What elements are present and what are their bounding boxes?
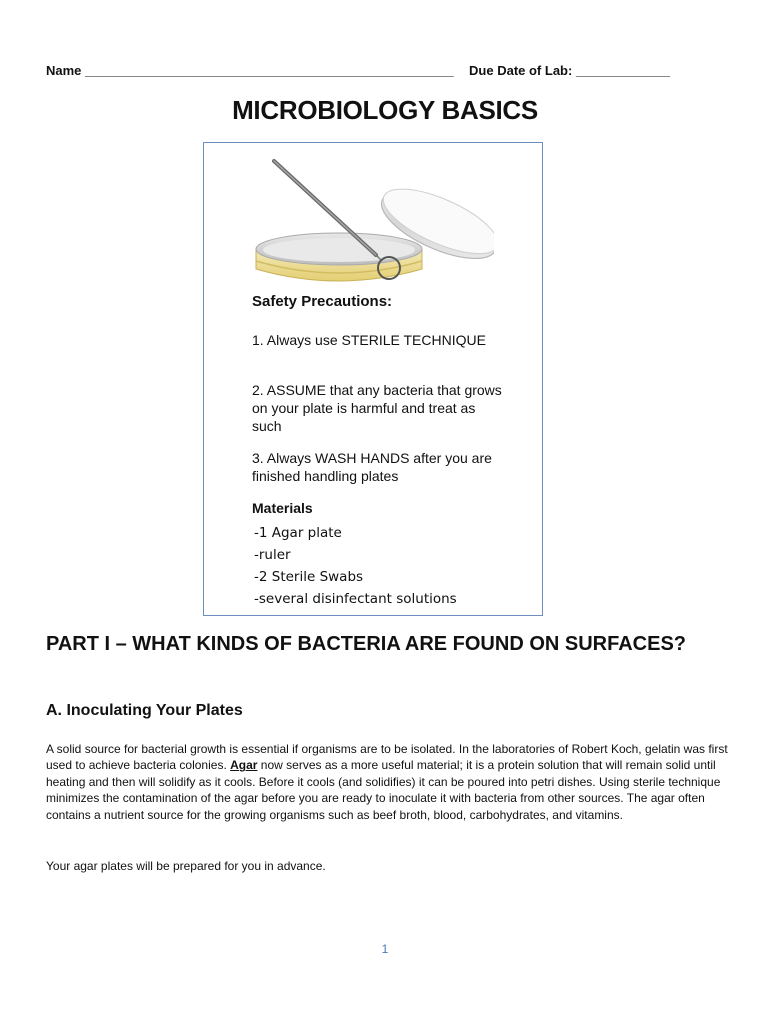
name-blank[interactable]: ___________________________________________________ — [85, 63, 454, 78]
safety-item-1: 1. Always use STERILE TECHNIQUE — [252, 332, 486, 348]
petri-dish-icon — [254, 157, 494, 287]
materials-item: -1 Agar plate — [254, 525, 342, 541]
paragraph-text: now serves as a more useful material; it is a protein solution that will remain solid until heating and then will solidify as it cools. Before it cools (and solidifies) it can be poured into petri dishes. Using sterile technique minimizes the contamination of the agar before you are ready to inoculate it with bacteria from other sources. The agar often contains a nutrient source for the growing organisms such as beef broth, blood, carbohydrates, and vitamins. — [46, 758, 721, 822]
materials-title: Materials — [252, 500, 313, 516]
materials-item: -2 Sterile Swabs — [254, 569, 364, 585]
page-number: 1 — [381, 942, 389, 956]
name-label: Name — [46, 63, 82, 78]
agar-term: Agar — [230, 758, 258, 773]
materials-list — [254, 522, 457, 610]
safety-item-2: 2. ASSUME that any bacteria that grows on your plate is harmful and treat as such — [252, 382, 502, 434]
materials-item: -several disinfectant solutions — [254, 591, 457, 607]
header-line — [46, 63, 726, 78]
materials-item: -ruler — [254, 547, 291, 563]
safety-item-3: 3. Always WASH HANDS after you are finished handling plates — [252, 450, 492, 484]
body-paragraph — [46, 741, 736, 823]
due-date-label: Due Date of Lab: — [469, 63, 573, 78]
page-title: MICROBIOLOGY BASICS — [232, 95, 538, 125]
due-date-blank[interactable]: _____________ — [575, 63, 670, 78]
part-heading: PART I – WHAT KINDS OF BACTERIA ARE FOUND ON SURFACES? — [46, 633, 686, 655]
safety-materials-box — [203, 142, 543, 616]
preparation-note: Your agar plates will be prepared for you in advance. — [46, 859, 326, 873]
paragraph-text: A solid source for bacterial growth is essential if organisms are to be isolated. In the laboratories of Robert Koch, gelatin was first used to achieve bacteria colonies. — [46, 742, 728, 773]
safety-title: Safety Precautions: — [252, 293, 393, 310]
section-subheading: A. Inoculating Your Plates — [46, 702, 243, 719]
